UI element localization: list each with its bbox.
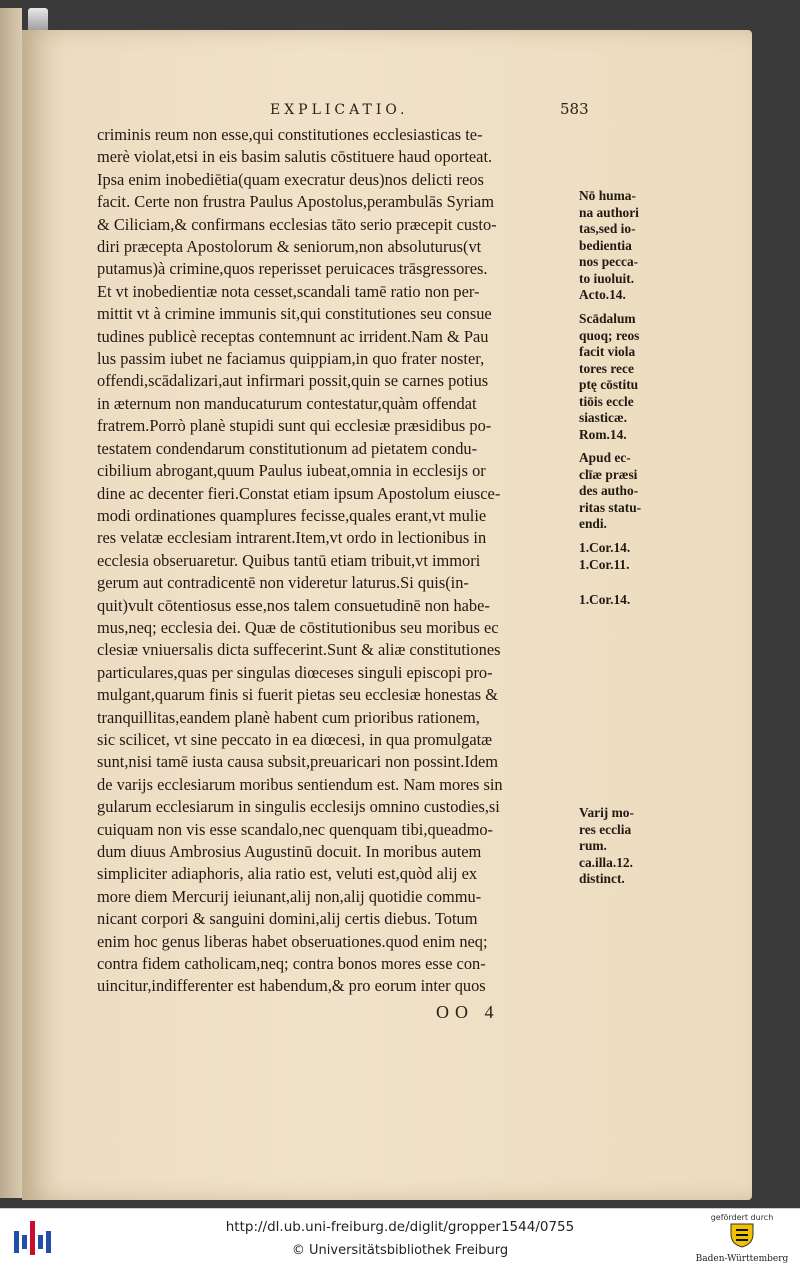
margin-note-line: ca.illa.12. (579, 854, 633, 870)
margin-note (579, 805, 634, 888)
text-line: & Ciliciam,& confirmans ecclesias tāto serio præcepit custo- (97, 214, 497, 234)
text-line: sic scilicet, vt sine peccato in ea diœcesi, in qua promulgatæ (97, 729, 493, 749)
text-line: merè violat,etsi in eis basim salutis cōstituere haud oporteat. (97, 147, 493, 167)
margin-note-line: Rom.14. (579, 426, 627, 442)
margin-note-line: Varij mo- (579, 805, 634, 820)
margin-note-line: Acto.14. (579, 287, 626, 302)
text-line: quit)vult cōtentiosus esse,nos talem consuetudinē non habe- (97, 595, 490, 615)
margin-note-line: rum. (579, 838, 607, 853)
margin-note (579, 311, 639, 443)
footer-bar (0, 1208, 800, 1265)
margin-note-line: Apud ec- (579, 450, 631, 465)
margin-note-line: 1.Cor.14. (579, 540, 631, 555)
margin-note-line: Scādalum (579, 311, 636, 326)
text-line: Et vt inobedientiæ nota cesset,scandali tamē ratio non per- (97, 281, 480, 301)
margin-note (579, 188, 639, 304)
margin-note-line: quoq; reos (579, 327, 640, 343)
text-line: lus passim iubet ne faciamus quippiam,in quo frater noster, (97, 349, 485, 369)
margin-note (579, 540, 630, 573)
text-line: tranquillitas,eandem planè habent cum prioribus rationem, (97, 707, 480, 727)
document-url[interactable]: http://dl.ub.uni-freiburg.de/diglit/gropper1544/0755 (225, 1219, 575, 1235)
text-line: diri præcepta Apostolorum & seniorum,non absoluturus(vt (97, 237, 482, 257)
text-line: in æternum non manducaturum contestatur,quàm offendat (97, 393, 477, 413)
margin-note-line: res ecclia (579, 821, 632, 837)
text-line: ecclesia obseruaretur. Quibus tantū etiam tribuit,vt immori (97, 550, 481, 570)
text-line: clesiæ vniuersalis dicta suffecerint.Sunt & aliæ constitutiones (97, 640, 501, 660)
copyright-notice: © Universitätsbibliothek Freiburg (291, 1243, 509, 1258)
margin-note-line: distinct. (579, 871, 625, 886)
margin-note-line: tores rece (579, 360, 634, 376)
margin-note-line: nos pecca- (579, 254, 639, 269)
text-line: mulgant,quarum finis si fuerit pietas seu ecclesiæ honestas & (97, 685, 499, 705)
text-line: simpliciter adiaphoris, alia ratio est, veluti est,quòd alij ex (97, 864, 478, 884)
text-line: dum diuus Ambrosius Augustinū docuit. In moribus autem (97, 842, 482, 861)
margin-note-line: na authori (579, 204, 639, 220)
text-line: mittit vt à crimine immunis sit,qui constitutiones seu consue (97, 304, 492, 324)
running-head: EXPLICATIO. (270, 102, 409, 118)
margin-note (579, 592, 630, 609)
text-line: modi ordinationes quamplures fecisse,quales erant,vt mulie (97, 505, 487, 525)
margin-note-line: clīæ præsi (579, 466, 638, 482)
text-line: gularum ecclesiarum in singulis ecclesijs omnino custodies,si (97, 797, 500, 817)
sponsor-badge (692, 1213, 792, 1263)
text-line: res velatæ ecclesiam intrarent.Item,vt ordo in lectionibus in (97, 528, 487, 548)
text-line: uincitur,indifferenter est habendum,& pro eorum inter quos (97, 976, 486, 996)
signature-mark: OO 4 (436, 1002, 500, 1022)
margin-note (579, 450, 641, 533)
margin-note-line: ritas statu- (579, 499, 642, 515)
page-number: 583 (560, 100, 589, 118)
text-line: mus,neq; ecclesia dei. Quæ de cōstitutionibus seu moribus ec (97, 617, 499, 637)
margin-note-line: facit viola (579, 344, 636, 359)
sponsor-caption: gefördert durch (710, 1213, 774, 1222)
text-line: more diem Mercurij ieiunant,alij non,alij quotidie commu- (97, 886, 482, 906)
text-line: dine ac decenter fieri.Constat etiam ipsum Apostolum eiusce- (97, 483, 501, 503)
margin-note-line: siasticæ. (579, 410, 627, 425)
text-line: criminis reum non esse,qui constitutiones ecclesiasticas te- (97, 125, 483, 144)
text-line: sunt,nisi tamē iusta causa subsit,preuaricari non possint.Idem (97, 752, 499, 772)
text-line: offendi,scādalizari,aut infirmari possit,quin se carnes potius (97, 371, 489, 391)
margin-note-line: tiōis eccle (579, 393, 634, 409)
text-line: de varijs ecclesiarum moribus sentiendum est. Nam mores sin (97, 774, 503, 794)
text-line: testatem condendarum constitutionum ad pietatem condu- (97, 438, 478, 458)
margin-note-line: des autho- (579, 483, 639, 498)
text-line: Ipsa enim inobediētia(quam execratur deus)nos delicti reos (97, 169, 484, 189)
text-line: cibilium abrogant,quum Paulus iubeat,omnia in ecclesijs or (97, 461, 486, 481)
text-line: fratrem.Porrò planè stupidi sunt qui ecclesiæ præsidibus po- (97, 416, 492, 436)
text-line: contra fidem catholicam,neq; contra bonos mores esse con- (97, 954, 486, 974)
text-line: gerum aut contradicentē non videretur laturus.Si quis(in- (97, 573, 469, 593)
text-line: tudines publicè receptas contemnunt ac irrident.Nam & Pau (97, 326, 489, 346)
coat-of-arms-icon (727, 1222, 757, 1248)
sponsor-name: Baden-Württemberg (695, 1254, 789, 1264)
text-line: cuiquam non vis esse scandalo,nec quenquam tibi,queadmo- (97, 819, 494, 839)
body-text (97, 124, 577, 998)
margin-note-line: to iuoluit. (579, 270, 635, 286)
margin-note-line: 1.Cor.14. (579, 592, 631, 607)
margin-note-line: bedientia (579, 237, 632, 253)
text-line: putamus)à crimine,quos reperisset peruicaces trāsgressores. (97, 259, 488, 279)
text-line: nicant corpori & sanguini domini,alij certis diebus. Totum (97, 909, 478, 929)
text-line: enim hoc genus liberas habet obseruationes.quod enim neq; (97, 931, 488, 951)
margin-note-line: 1.Cor.11. (579, 556, 630, 572)
text-line: particulares,quas per singulas diœceses singuli episcopi pro- (97, 662, 493, 682)
margin-note-line: Nō huma- (579, 188, 636, 203)
margin-note-line: endi. (579, 516, 607, 531)
clip-icon (28, 8, 48, 32)
margin-note-line: tas,sed io- (579, 221, 636, 236)
text-line: facit. Certe non frustra Paulus Apostolus,perambulās Syriam (97, 192, 494, 212)
margin-note-line: ptę cōstitu (579, 377, 639, 392)
left-page-edge (0, 8, 22, 1198)
